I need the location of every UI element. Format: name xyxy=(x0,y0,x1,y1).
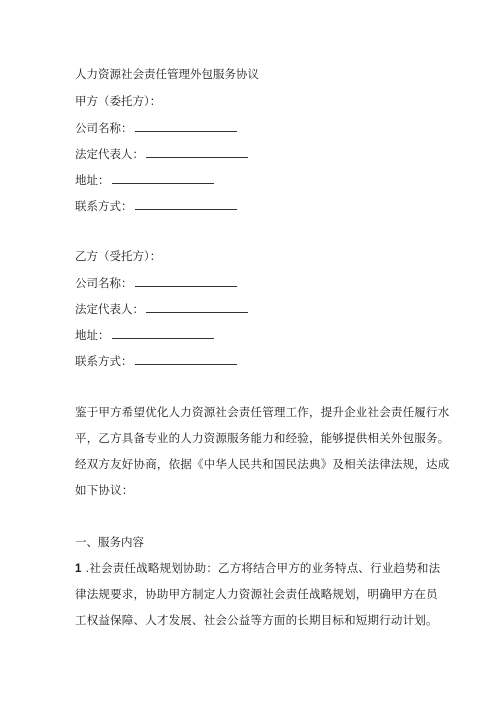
party-a-address-blank xyxy=(112,171,214,184)
party-b-address-label: 地址： xyxy=(75,328,110,342)
item-line: 律法规要求，协助甲方制定人力资源社会责任战略规划，明确甲方在员 xyxy=(75,587,438,601)
party-a-address-label: 地址： xyxy=(75,173,110,187)
party-b-company-field xyxy=(75,274,237,291)
party-a-contact-blank xyxy=(135,197,237,210)
preamble-line: 平，乙方具备专业的人力资源服务能力和经验，能够提供相关外包服务。 xyxy=(75,431,450,445)
item-line xyxy=(75,560,440,577)
party-b-contact-field xyxy=(75,352,237,369)
party-b-rep-label: 法定代表人： xyxy=(75,302,144,316)
party-a-contact-field xyxy=(75,197,237,214)
preamble-line: 如下协议： xyxy=(75,483,134,497)
party-a-rep-field xyxy=(75,145,248,162)
party-a-contact-label: 联系方式： xyxy=(75,199,133,213)
item-number: 1 xyxy=(75,563,82,575)
party-a-heading: 甲方（委托方）： xyxy=(75,94,162,108)
document-title: 人力资源社会责任管理外包服务协议 xyxy=(75,67,259,81)
party-b-address-field xyxy=(75,326,214,343)
party-b-company-blank xyxy=(135,274,237,287)
party-b-company-label: 公司名称： xyxy=(75,276,133,290)
party-b-rep-field xyxy=(75,300,248,317)
party-a-rep-blank xyxy=(146,145,248,158)
party-b-contact-label: 联系方式： xyxy=(75,354,133,368)
party-a-company-field xyxy=(75,119,237,136)
party-b-heading: 乙方（受托方）： xyxy=(75,249,162,263)
party-b-contact-blank xyxy=(135,352,237,365)
item-text: .社会责任战略规划协助：乙方将结合甲方的业务特点、行业趋势和法 xyxy=(81,561,441,575)
item-line: 工权益保障、人才发展、社会公益等方面的长期目标和短期行动计划。 xyxy=(75,613,438,627)
section-heading: 一、服务内容 xyxy=(75,535,144,549)
party-a-rep-label: 法定代表人： xyxy=(75,147,144,161)
party-a-address-field xyxy=(75,171,214,188)
preamble-line: 经双方友好协商，依据《中华人民共和国民法典》及相关法律法规，达成 xyxy=(75,457,450,471)
preamble-line: 鉴于甲方希望优化人力资源社会责任管理工作，提升企业社会责任履行水 xyxy=(75,405,450,419)
party-b-rep-blank xyxy=(146,300,248,313)
party-b-address-blank xyxy=(112,326,214,339)
party-a-company-blank xyxy=(135,119,237,132)
party-a-company-label: 公司名称： xyxy=(75,121,133,135)
